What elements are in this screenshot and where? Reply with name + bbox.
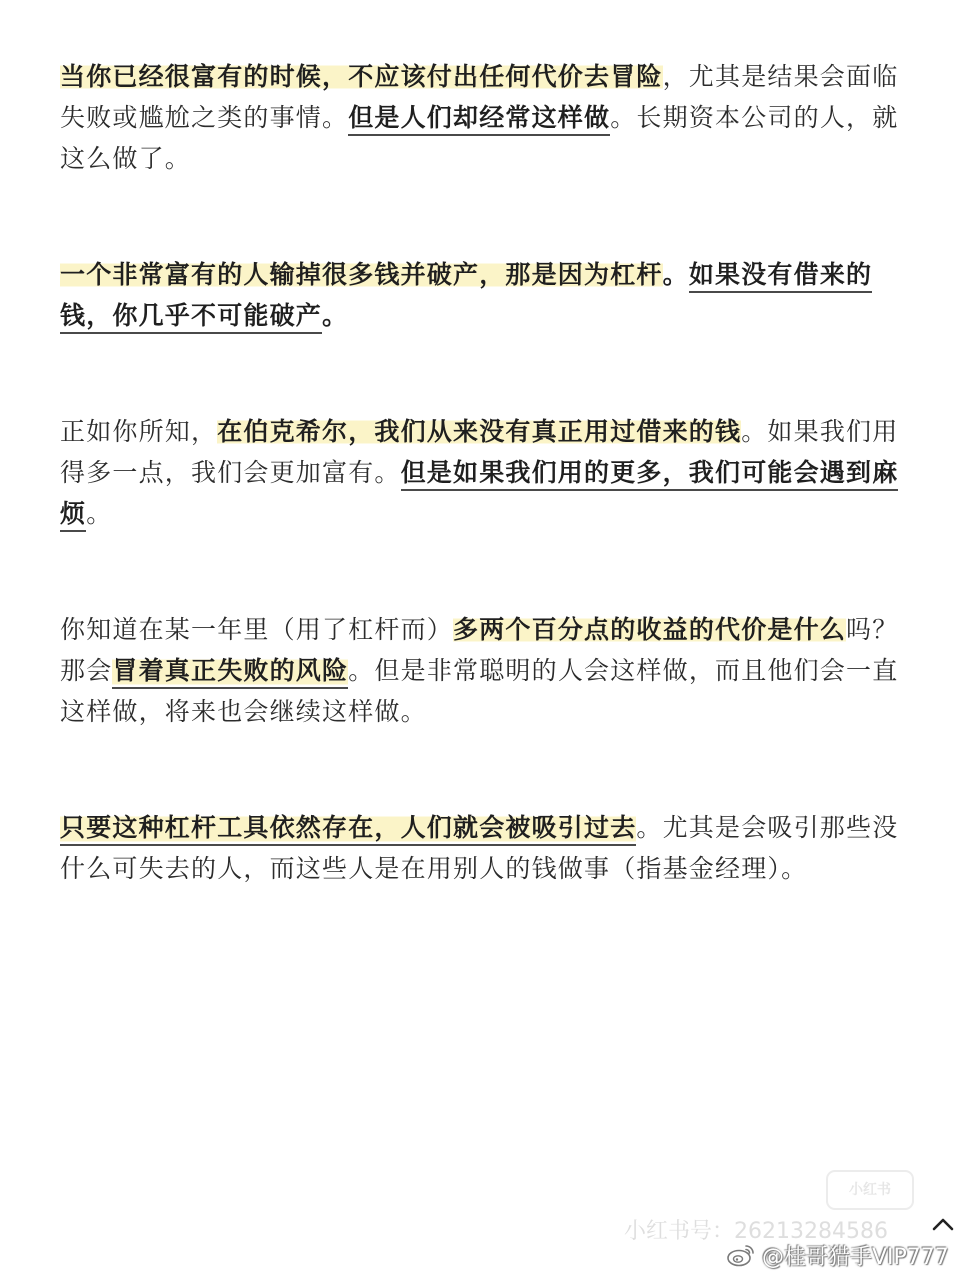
- highlighted-text: 一个非常富有的人输掉很多钱并破产，那是因为杠杆: [60, 260, 663, 289]
- text-segment: 正如你所知，: [60, 417, 218, 446]
- paragraph-3: [60, 411, 906, 534]
- text-segment: 。但是非常聪明的人会这样做，而且他们会一直这样做，将来也会继续这样做。: [60, 656, 899, 726]
- highlighted-underlined-text: 只要这种杠杆工具依然存在，人们就会被吸引过去: [60, 813, 636, 846]
- weibo-watermark: [726, 1240, 949, 1270]
- xiaohongshu-watermark-logo: 小红书: [826, 1170, 914, 1210]
- paragraph-2: [60, 254, 906, 336]
- chevron-up-icon[interactable]: [930, 1212, 956, 1238]
- highlighted-text: 多两个百分点的收益的代价是什么: [453, 615, 847, 644]
- text-segment: 你知道在某一年里（用了杠杆而）: [60, 615, 454, 644]
- text-segment: 。如果我们用得多一点，我们会更加富有。: [60, 417, 899, 487]
- article: [60, 56, 906, 889]
- paragraph-4: [60, 609, 906, 732]
- xiaohongshu-id-watermark: 小红书号：2621328⁠4586: [624, 1219, 888, 1244]
- underlined-text: 但是人们却经常这样做: [348, 103, 610, 136]
- highlighted-underlined-text: 冒着真正失败的风险: [112, 656, 348, 689]
- text-segment: 。尤其是会吸引那些没什么可失去的人，而这些人是在用别人的钱做事（指基金经理）。: [60, 813, 899, 883]
- weibo-handle: @桂哥猎手VIP777: [762, 1244, 949, 1270]
- highlighted-text: 当你已经很富有的时候，不应该付出任何代价去冒险: [60, 62, 663, 91]
- paragraph-1: [60, 56, 906, 179]
- text-segment: 吗？那会: [60, 615, 899, 685]
- bold-text: 。: [322, 301, 349, 330]
- highlighted-text: 在伯克希尔，我们从来没有真正用过借来的钱: [217, 417, 742, 446]
- underlined-text: 如果没有借来的钱，你几乎不可能破产: [60, 260, 872, 334]
- bold-text: 。: [662, 260, 689, 289]
- text-segment: ，尤其是结果会面临失败或尴尬之类的事情。: [60, 62, 899, 132]
- underlined-text: 但是如果我们用的更多，我们可能会遇到麻烦: [60, 458, 898, 532]
- text-segment: 。: [86, 499, 113, 528]
- paragraph-5: [60, 807, 906, 889]
- weibo-logo-icon: [726, 1243, 756, 1267]
- text-segment: 。长期资本公司的人，就这么做了。: [60, 103, 899, 173]
